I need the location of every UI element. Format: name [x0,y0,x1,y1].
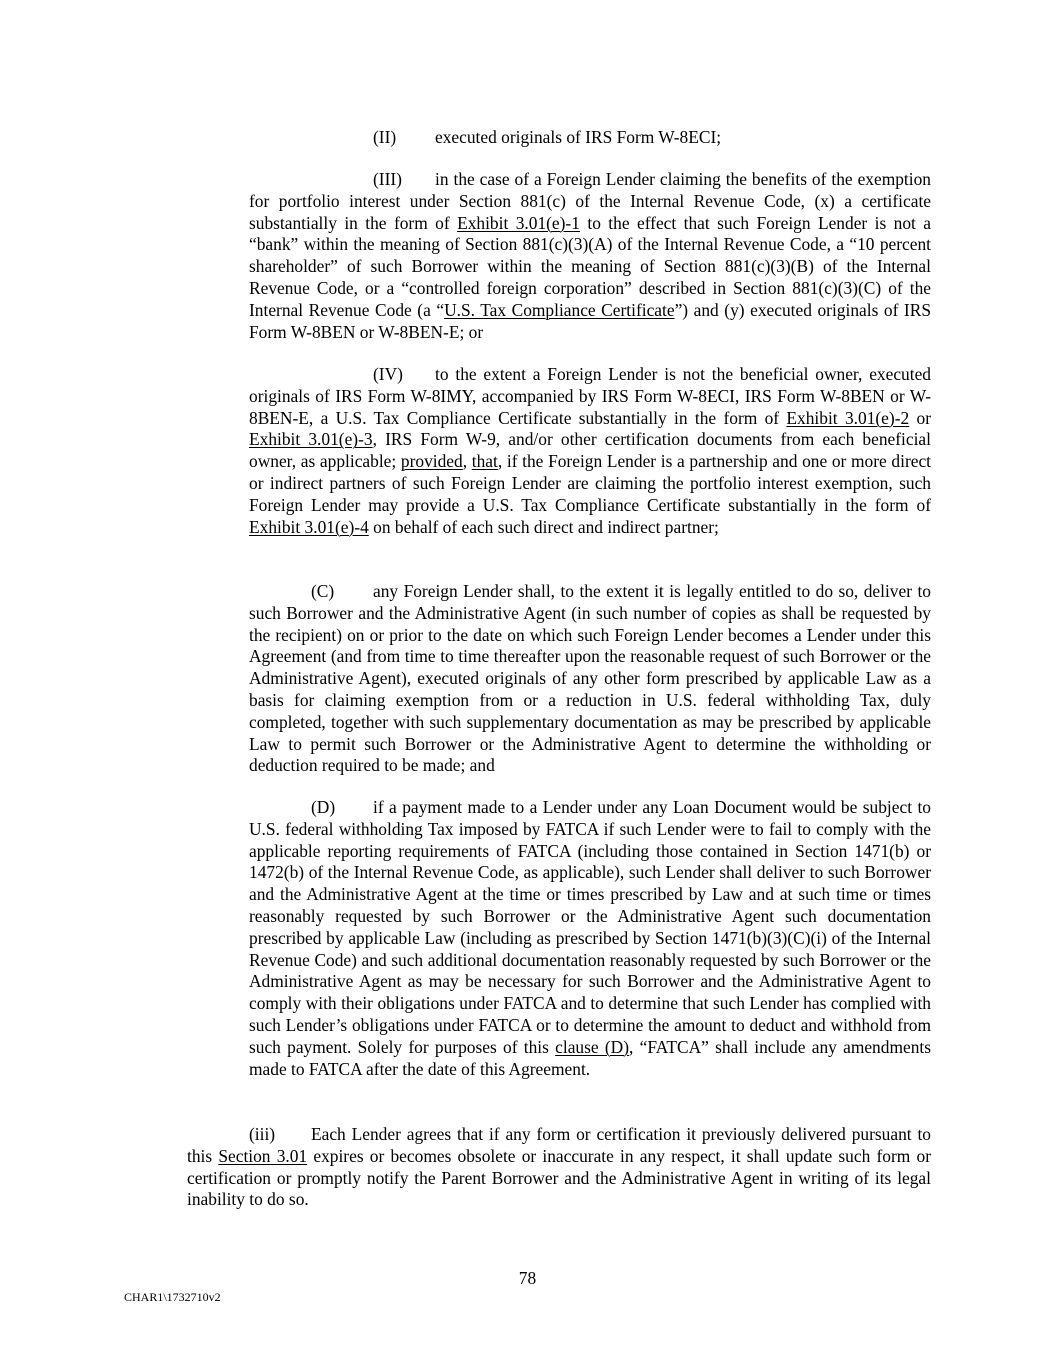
defined-term: U.S. Tax Compliance Certificate [444,299,675,320]
paragraph-text: if a payment made to a Lender under any Loan Document would be subject to U.S. federal withholding Tax imposed by FATCA if such Lender were to fail to comply with the applicable reporting requirements of FATCA (including those contained in Section 1471(b) or 1472(b) of the Internal Revenue Code, as applicable), such Lender shall deliver to such Borrower and the Administrative Agent at the time or times prescribed by Law and at such time or times reasonably requested by such Borrower or the Administrative Agent such documentation prescribed by applicable Law (including as prescribed by Section 1471(b)(3)(C)(i) of the Internal Revenue Code) and such additional documentation reasonably requested by such Borrower or the Administrative Agent as may be necessary for such Borrower and the Administrative Agent to comply with their obligations under FATCA and to determine that such Lender has complied with such Lender’s obligations under FATCA or to determine the amount to deduct and withhold from such payment. Solely for purposes of this [249,797,931,1057]
paragraph-text: Each Lender agrees that if any form or certification it previously delivered pursuant to this [187,1124,931,1166]
paragraph-iii-lower [187,1124,931,1211]
clause-marker: (IV) [373,364,403,384]
exhibit-reference-link[interactable]: Exhibit 3.01(e)-3 [249,429,373,450]
section-reference-link[interactable]: Section 3.01 [218,1145,308,1166]
paragraph-text: , IRS Form W-9, and/or other certification documents from each beneficial owner, as applicable; [249,429,931,472]
paragraph-text: ”) and (y) executed originals of IRS Form W-8BEN or W-8BEN-E; or [249,299,931,342]
clause-marker: (II) [373,127,397,147]
paragraph-text: on behalf of each such direct and indirect partner; [368,516,719,537]
document-id: CHAR1\1732710v2 [124,1290,221,1304]
paragraph-text: any Foreign Lender shall, to the extent it is legally entitled to do so, deliver to such Borrower and the Administrative Agent (in such number of copies as shall be requested by the recipient) on or prior to the date on which such Foreign Lender becomes a Lender under this Agreement (and from time to time thereafter upon the reasonable request of such Borrower or the Administrative Agent), executed originals of any other form prescribed by applicable Law as a basis for claiming exemption from or a reduction in U.S. federal withholding Tax, duly completed, together with such supplementary documentation as may be prescribed by applicable Law to permit such Borrower or the Administrative Agent to determine the withholding or deduction required to be made; and [249,581,931,776]
clause-reference-link[interactable]: clause (D) [555,1036,630,1057]
exhibit-reference-link[interactable]: Exhibit 3.01(e)-4 [249,516,369,537]
paragraph-iv [249,364,931,538]
clause-marker: (D) [311,797,336,817]
paragraph-text: in the case of a Foreign Lender claiming the benefits of the exemption for portfolio interest under Section 881(c) of the Internal Revenue Code, (x) a certificate substantially in the form of [249,169,931,233]
page-number: 78 [518,1268,537,1288]
paragraph-text: or [909,407,932,428]
paragraph-ii [373,127,721,149]
paragraph-text: , “FATCA” shall include any amendments made to FATCA after the date of this Agreement. [249,1036,931,1079]
paragraph-text: executed originals of IRS Form W-8ECI; [435,127,722,147]
paragraph-d [249,797,931,1080]
clause-marker: (III) [373,169,402,189]
exhibit-reference-link[interactable]: Exhibit 3.01(e)-1 [457,212,580,233]
proviso-term: provided [400,451,463,472]
paragraph-c [249,581,931,777]
paragraph-text: to the extent a Foreign Lender is not the beneficial owner, executed originals of IRS Form W-8IMY, accompanied by IRS Form W-8ECI, IRS Form W-8BEN or W-8BEN-E, a U.S. Tax Compliance Certificate substantially in the form of [249,364,931,428]
paragraph-text: to the effect that such Foreign Lender is not a “bank” within the meaning of Section 881(c)(3)(A) of the Internal Revenue Code, a “10 percent shareholder” of such Borrower within the meaning of Section 881(c)(3)(B) of the Internal Revenue Code, or a “controlled foreign corporation” described in Section 881(c)(3)(C) of the Internal Revenue Code (a “ [249,212,932,320]
proviso-term: that [471,451,498,472]
paragraph-text: , if the Foreign Lender is a partnership and one or more direct or indirect partners of such Foreign Lender are claiming the portfolio interest exemption, such Foreign Lender may provide a U.S. Tax Compliance Certificate substantially in the form of [249,451,932,515]
clause-marker: (C) [311,581,335,601]
exhibit-reference-link[interactable]: Exhibit 3.01(e)-2 [786,407,910,428]
paragraph-text: expires or becomes obsolete or inaccurate in any respect, it shall update such form or certification or promptly notify the Parent Borrower and the Administrative Agent in writing of its legal inability to do so. [187,1145,931,1210]
clause-marker: (iii) [249,1124,276,1144]
paragraph-iii [249,169,931,343]
paragraph-text: , [462,451,472,472]
